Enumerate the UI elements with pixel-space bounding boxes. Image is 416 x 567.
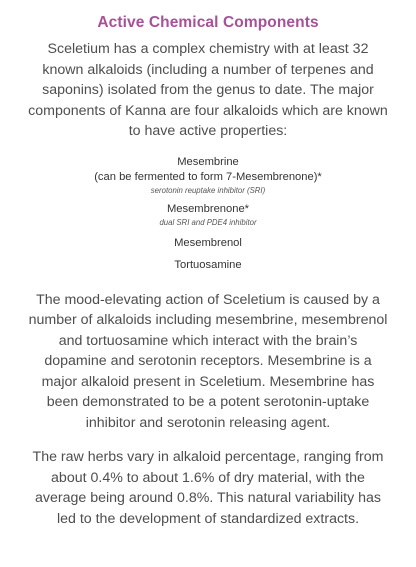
compound-item — [26, 155, 390, 196]
compound-note: serotonin reuptake inhibitor (SRI) — [150, 185, 266, 195]
compound-item — [26, 236, 390, 251]
compound-list — [26, 155, 390, 273]
compound-name: Mesembrenone* — [166, 202, 250, 215]
compound-item — [26, 202, 390, 228]
section-heading: Active Chemical Components — [97, 14, 319, 31]
compound-name: Mesembrine — [177, 155, 239, 168]
compound-name: Mesembrenol — [174, 236, 242, 249]
variability-paragraph: The raw herbs vary in alkaloid percentage, ranging from about 0.4% to about 1.6% of dry material, with the average being around 0.8%. This natural variability has led to the development of standardized extracts. — [32, 449, 384, 527]
compound-note: dual SRI and PDE4 inhibitor — [159, 217, 257, 227]
mood-paragraph: The mood-elevating action of Sceletium is caused by a number of alkaloids including mesembrine, mesembrenol and tortuosamine which interact with the brain’s dopamine and serotonin receptors. Mesembrine is a major alkaloid present in Sceletium. Mesembrine has been demonstrated to be a potent serotonin-uptake inhibitor and serotonin releasing agent. — [28, 291, 388, 431]
compound-name: Tortuosamine — [174, 258, 242, 271]
compound-item — [26, 258, 390, 273]
intro-paragraph: Sceletium has a complex chemistry with at least 32 known alkaloids (including a number of terpenes and saponins) isolated from the genus to date. The major components of Kanna are four alkaloids which are known to have active properties: — [28, 41, 388, 139]
compound-name-detail: (can be fermented to form 7-Mesembrenone)* — [94, 170, 322, 183]
